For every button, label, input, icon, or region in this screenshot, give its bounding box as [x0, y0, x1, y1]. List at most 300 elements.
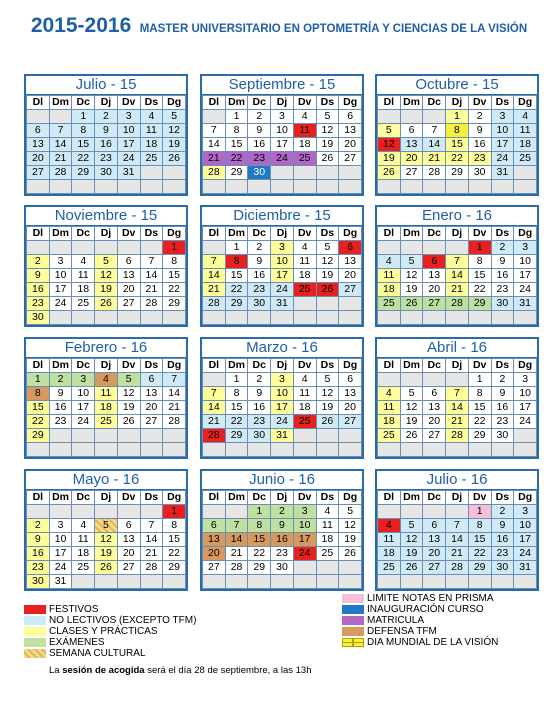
day-cell: 3 [491, 110, 514, 124]
day-cell: 8 [225, 387, 248, 401]
day-cell: 2 [491, 505, 514, 519]
day-cell: 9 [248, 387, 271, 401]
weekday-header: Ds [491, 96, 514, 110]
month-calendar [200, 205, 364, 327]
day-cell: 23 [49, 415, 72, 429]
day-cell: 4 [316, 505, 339, 519]
day-cell: 26 [95, 561, 118, 575]
day-cell: 24 [491, 152, 514, 166]
day-cell: 27 [400, 166, 423, 180]
day-cell: 30 [27, 311, 50, 325]
day-cell: 16 [491, 269, 514, 283]
day-cell: 1 [468, 373, 491, 387]
weekday-header: Ds [316, 227, 339, 241]
weekday-header: Dc [248, 96, 271, 110]
empty-cell [468, 311, 491, 325]
day-cell: 29 [225, 429, 248, 443]
day-cell: 3 [293, 505, 316, 519]
empty-cell [140, 575, 163, 589]
day-cell: 24 [514, 547, 537, 561]
empty-cell [95, 575, 118, 589]
empty-cell [95, 180, 118, 194]
empty-cell [468, 180, 491, 194]
day-cell: 16 [248, 401, 271, 415]
day-cell: 11 [514, 124, 537, 138]
legend-label: SEMANA CULTURAL [49, 648, 146, 659]
day-cell: 26 [339, 547, 362, 561]
empty-cell [293, 180, 316, 194]
day-cell: 8 [225, 255, 248, 269]
day-cell: 26 [117, 415, 140, 429]
weekday-header: Dl [203, 359, 226, 373]
day-cell: 14 [203, 401, 226, 415]
day-cell: 30 [468, 166, 491, 180]
weekday-header: Dj [271, 227, 294, 241]
day-cell: 20 [339, 401, 362, 415]
weekday-header: Ds [140, 227, 163, 241]
day-cell: 25 [378, 561, 401, 575]
day-cell: 24 [271, 283, 294, 297]
day-cell: 27 [339, 152, 362, 166]
weekday-header: Dj [95, 227, 118, 241]
day-cell: 6 [423, 519, 446, 533]
day-cell: 28 [163, 415, 186, 429]
day-cell: 9 [27, 533, 50, 547]
day-cell: 2 [248, 373, 271, 387]
day-cell: 11 [140, 124, 163, 138]
day-cell: 20 [339, 269, 362, 283]
empty-cell [203, 373, 226, 387]
day-cell: 5 [316, 241, 339, 255]
empty-cell [140, 241, 163, 255]
day-cell: 12 [378, 138, 401, 152]
day-cell: 22 [248, 547, 271, 561]
day-cell: 3 [514, 241, 537, 255]
legend-item [24, 637, 105, 648]
weekday-header: Dc [72, 359, 95, 373]
day-cell: 28 [203, 429, 226, 443]
day-cell: 5 [400, 255, 423, 269]
weekday-header: Dg [339, 491, 362, 505]
day-cell: 27 [203, 561, 226, 575]
empty-cell [203, 110, 226, 124]
day-cell: 9 [95, 124, 118, 138]
day-cell: 21 [140, 547, 163, 561]
day-cell: 4 [293, 110, 316, 124]
day-cell: 4 [293, 373, 316, 387]
weekday-header: Dm [49, 96, 72, 110]
empty-cell [446, 575, 469, 589]
empty-cell [271, 443, 294, 457]
day-cell: 6 [117, 519, 140, 533]
empty-cell [446, 443, 469, 457]
day-cell: 2 [491, 373, 514, 387]
day-cell: 8 [225, 124, 248, 138]
day-cell: 25 [140, 152, 163, 166]
empty-cell [491, 180, 514, 194]
legend-item [24, 648, 146, 659]
empty-cell [446, 180, 469, 194]
day-cell: 10 [117, 124, 140, 138]
day-cell: 8 [248, 519, 271, 533]
day-cell: 26 [400, 429, 423, 443]
day-cell: 25 [378, 297, 401, 311]
day-cell: 30 [27, 575, 50, 589]
empty-cell [163, 311, 186, 325]
empty-cell [225, 443, 248, 457]
day-cell: 30 [491, 561, 514, 575]
empty-cell [339, 429, 362, 443]
day-cell: 30 [491, 297, 514, 311]
weekday-header: Dm [49, 227, 72, 241]
empty-cell [117, 505, 140, 519]
day-cell: 26 [378, 166, 401, 180]
weekday-header: Dl [378, 359, 401, 373]
day-cell: 20 [140, 401, 163, 415]
weekday-header: Dj [446, 96, 469, 110]
empty-cell [491, 443, 514, 457]
day-cell: 10 [49, 533, 72, 547]
day-cell: 29 [72, 166, 95, 180]
day-cell: 6 [140, 373, 163, 387]
day-cell: 10 [514, 255, 537, 269]
day-cell: 17 [293, 533, 316, 547]
day-cell: 16 [49, 401, 72, 415]
empty-cell [400, 180, 423, 194]
day-cell: 11 [378, 533, 401, 547]
day-cell: 1 [225, 241, 248, 255]
empty-cell [140, 429, 163, 443]
day-cell: 12 [316, 387, 339, 401]
day-cell: 25 [316, 547, 339, 561]
day-cell: 13 [117, 533, 140, 547]
day-cell: 20 [400, 152, 423, 166]
empty-cell [378, 575, 401, 589]
month-title: Mayo - 16 [26, 471, 186, 490]
day-cell: 31 [271, 429, 294, 443]
legend-item [342, 626, 437, 637]
weekday-header: Dl [27, 96, 50, 110]
empty-cell [293, 561, 316, 575]
weekday-header: Dm [225, 227, 248, 241]
day-cell: 7 [225, 519, 248, 533]
day-cell: 3 [271, 373, 294, 387]
empty-cell [423, 575, 446, 589]
day-cell: 29 [248, 561, 271, 575]
day-cell: 25 [72, 297, 95, 311]
day-cell: 11 [72, 533, 95, 547]
day-cell: 16 [95, 138, 118, 152]
day-cell: 19 [400, 547, 423, 561]
empty-cell [203, 505, 226, 519]
month-calendar [375, 205, 539, 327]
day-cell: 22 [468, 415, 491, 429]
legend-item [24, 615, 196, 626]
day-cell: 28 [446, 429, 469, 443]
day-cell: 14 [423, 138, 446, 152]
weekday-header: Dj [446, 227, 469, 241]
day-cell: 8 [446, 124, 469, 138]
empty-cell [27, 241, 50, 255]
day-cell: 21 [203, 415, 226, 429]
empty-cell [49, 241, 72, 255]
day-cell: 26 [163, 152, 186, 166]
weekday-header: Dm [400, 359, 423, 373]
day-cell: 7 [140, 519, 163, 533]
empty-cell [27, 443, 50, 457]
day-cell: 17 [271, 269, 294, 283]
day-cell: 22 [72, 152, 95, 166]
day-cell: 1 [225, 373, 248, 387]
legend-item [342, 593, 494, 604]
day-cell: 21 [446, 283, 469, 297]
weekday-header: Dv [117, 96, 140, 110]
day-cell: 17 [72, 401, 95, 415]
day-cell: 25 [514, 152, 537, 166]
weekday-header: Dg [163, 491, 186, 505]
empty-cell [225, 575, 248, 589]
day-cell: 23 [27, 297, 50, 311]
day-cell: 24 [72, 415, 95, 429]
day-cell: 20 [117, 283, 140, 297]
weekday-header: Dl [27, 491, 50, 505]
day-cell: 19 [316, 401, 339, 415]
weekday-header: Dg [163, 359, 186, 373]
legend-swatch [24, 605, 46, 614]
day-cell: 20 [27, 152, 50, 166]
month-title: Junio - 16 [202, 471, 362, 490]
empty-cell [293, 297, 316, 311]
day-cell: 5 [316, 110, 339, 124]
weekday-header: Dc [248, 227, 271, 241]
weekday-header: Dj [95, 359, 118, 373]
day-cell: 7 [203, 387, 226, 401]
empty-cell [339, 561, 362, 575]
day-cell: 12 [339, 519, 362, 533]
empty-cell [468, 443, 491, 457]
day-cell: 29 [163, 561, 186, 575]
month-title: Julio - 16 [377, 471, 537, 490]
day-cell: 28 [446, 561, 469, 575]
day-cell: 13 [140, 387, 163, 401]
weekday-header: Dv [293, 96, 316, 110]
empty-cell [378, 443, 401, 457]
day-cell: 19 [117, 401, 140, 415]
day-cell: 17 [514, 269, 537, 283]
empty-cell [316, 443, 339, 457]
weekday-header: Ds [491, 359, 514, 373]
weekday-header: Dv [468, 359, 491, 373]
empty-cell [514, 443, 537, 457]
day-cell: 15 [163, 533, 186, 547]
day-cell: 6 [339, 241, 362, 255]
day-cell: 9 [27, 269, 50, 283]
day-cell: 27 [117, 561, 140, 575]
empty-cell [316, 561, 339, 575]
empty-cell [117, 311, 140, 325]
empty-cell [49, 443, 72, 457]
day-cell: 11 [316, 519, 339, 533]
empty-cell [378, 505, 401, 519]
legend-label: LIMITE NOTAS EN PRISMA [367, 593, 494, 604]
day-cell: 27 [339, 283, 362, 297]
day-cell: 19 [339, 533, 362, 547]
empty-cell [423, 373, 446, 387]
day-cell: 27 [423, 429, 446, 443]
empty-cell [339, 575, 362, 589]
weekday-header: Dv [468, 491, 491, 505]
day-cell: 3 [72, 373, 95, 387]
empty-cell [423, 311, 446, 325]
day-cell: 27 [423, 297, 446, 311]
day-cell: 31 [514, 297, 537, 311]
day-cell: 21 [49, 152, 72, 166]
day-cell: 26 [316, 283, 339, 297]
day-cell: 4 [140, 110, 163, 124]
day-cell: 17 [491, 138, 514, 152]
day-cell: 29 [468, 429, 491, 443]
weekday-header: Dm [225, 96, 248, 110]
day-cell: 13 [423, 401, 446, 415]
day-cell: 4 [514, 110, 537, 124]
weekday-header: Dm [49, 359, 72, 373]
day-cell: 9 [248, 255, 271, 269]
weekday-header: Ds [140, 96, 163, 110]
empty-cell [163, 575, 186, 589]
legend-swatch [24, 616, 46, 625]
day-cell: 22 [163, 547, 186, 561]
day-cell: 7 [446, 387, 469, 401]
month-calendar [200, 337, 364, 459]
day-cell: 10 [72, 387, 95, 401]
day-cell: 6 [400, 124, 423, 138]
day-cell: 3 [49, 519, 72, 533]
day-cell: 21 [203, 152, 226, 166]
empty-cell [203, 311, 226, 325]
day-cell: 23 [248, 152, 271, 166]
day-cell: 3 [271, 110, 294, 124]
empty-cell [378, 241, 401, 255]
weekday-header: Dc [72, 96, 95, 110]
day-cell: 28 [140, 297, 163, 311]
empty-cell [203, 575, 226, 589]
weekday-header: Ds [140, 359, 163, 373]
empty-cell [163, 443, 186, 457]
empty-cell [316, 311, 339, 325]
legend-swatch [342, 594, 364, 603]
day-cell: 29 [446, 166, 469, 180]
empty-cell [225, 311, 248, 325]
day-cell: 16 [491, 533, 514, 547]
day-cell: 15 [468, 269, 491, 283]
day-cell: 19 [316, 138, 339, 152]
day-cell: 2 [27, 519, 50, 533]
month-calendar [200, 74, 364, 196]
empty-cell [339, 180, 362, 194]
empty-cell [49, 180, 72, 194]
day-cell: 13 [339, 387, 362, 401]
weekday-header: Dv [293, 491, 316, 505]
empty-cell [339, 311, 362, 325]
day-cell: 27 [423, 561, 446, 575]
empty-cell [339, 443, 362, 457]
month-calendar [375, 469, 539, 591]
day-cell: 23 [468, 152, 491, 166]
empty-cell [514, 180, 537, 194]
day-cell: 12 [117, 387, 140, 401]
day-cell: 9 [468, 124, 491, 138]
day-cell: 9 [491, 387, 514, 401]
day-cell: 4 [95, 373, 118, 387]
day-cell: 16 [248, 269, 271, 283]
legend-swatch [24, 627, 46, 636]
day-cell: 29 [225, 166, 248, 180]
empty-cell [339, 297, 362, 311]
day-cell: 15 [248, 533, 271, 547]
day-cell: 31 [271, 297, 294, 311]
day-cell: 11 [293, 124, 316, 138]
month-title: Julio - 15 [26, 76, 186, 95]
note-suffix: será el día 28 de septiembre, a las 13h [144, 665, 312, 676]
weekday-header: Dj [95, 96, 118, 110]
day-cell: 10 [271, 124, 294, 138]
day-cell: 24 [514, 415, 537, 429]
day-cell: 24 [271, 152, 294, 166]
day-cell: 12 [400, 401, 423, 415]
empty-cell [446, 505, 469, 519]
empty-cell [400, 505, 423, 519]
day-cell: 1 [163, 505, 186, 519]
day-cell: 6 [203, 519, 226, 533]
weekday-header: Dc [248, 491, 271, 505]
day-cell: 17 [117, 138, 140, 152]
empty-cell [514, 166, 537, 180]
legend-item [342, 637, 498, 648]
day-cell: 13 [423, 269, 446, 283]
weekday-header: Dj [271, 491, 294, 505]
month-calendar [375, 337, 539, 459]
day-cell: 8 [27, 387, 50, 401]
empty-cell [248, 311, 271, 325]
day-cell: 21 [203, 283, 226, 297]
day-cell: 15 [446, 138, 469, 152]
day-cell: 14 [203, 269, 226, 283]
day-cell: 2 [49, 373, 72, 387]
empty-cell [140, 311, 163, 325]
day-cell: 19 [378, 152, 401, 166]
title-subtitle: MASTER UNIVERSITARIO EN OPTOMETRÍA Y CIENCIAS DE LA VISIÓN [139, 23, 528, 35]
day-cell: 15 [27, 401, 50, 415]
day-cell: 22 [27, 415, 50, 429]
day-cell: 11 [378, 401, 401, 415]
day-cell: 12 [400, 533, 423, 547]
day-cell: 7 [203, 124, 226, 138]
day-cell: 22 [446, 152, 469, 166]
day-cell: 11 [72, 269, 95, 283]
legend-swatch [24, 649, 46, 658]
empty-cell [163, 166, 186, 180]
weekday-header: Ds [491, 227, 514, 241]
day-cell: 23 [491, 547, 514, 561]
day-cell: 5 [400, 387, 423, 401]
day-cell: 31 [117, 166, 140, 180]
weekday-header: Dc [248, 359, 271, 373]
day-cell: 17 [514, 533, 537, 547]
day-cell: 17 [49, 547, 72, 561]
day-cell: 14 [140, 269, 163, 283]
day-cell: 1 [225, 110, 248, 124]
day-cell: 20 [423, 283, 446, 297]
